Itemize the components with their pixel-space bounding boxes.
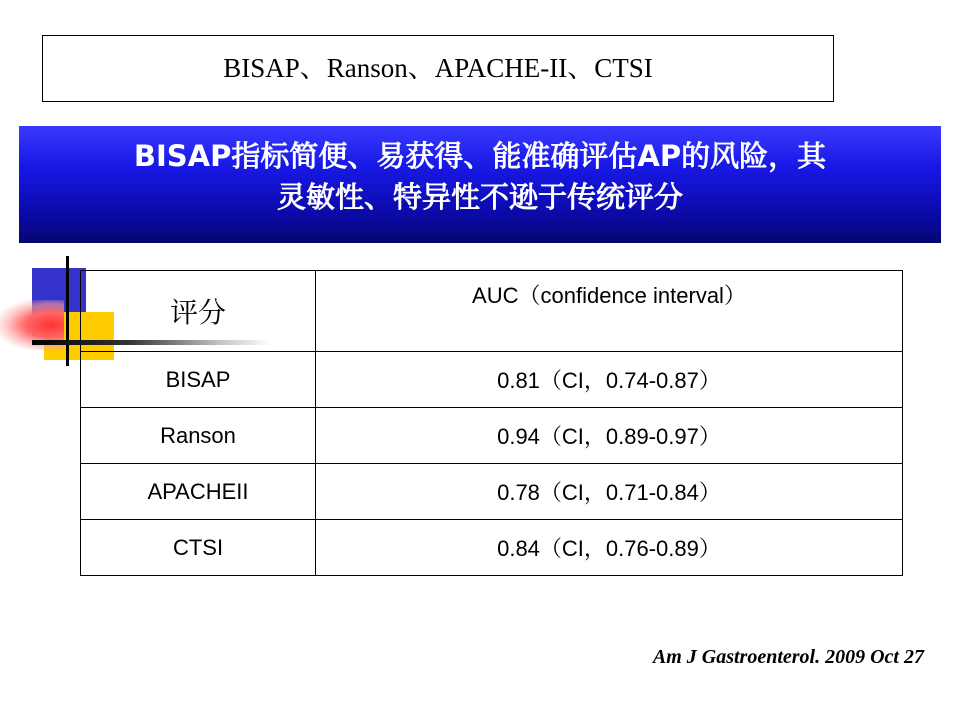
row-auc-value: 0.84（CI，0.76-0.89）: [316, 520, 903, 576]
decor-vertical-line: [66, 256, 69, 366]
row-auc-value: 0.81（CI，0.74-0.87）: [316, 352, 903, 408]
row-score-name: CTSI: [81, 520, 316, 576]
table-row: [81, 520, 903, 576]
score-table: [80, 270, 903, 576]
header-score: 评分: [81, 271, 316, 352]
table-row: [81, 464, 903, 520]
row-score-name: Ranson: [81, 408, 316, 464]
row-score-name: BISAP: [81, 352, 316, 408]
row-score-name: APACHEII: [81, 464, 316, 520]
citation: Am J Gastroenterol. 2009 Oct 27: [652, 646, 924, 668]
header-auc: AUC（confidence interval）: [316, 271, 903, 352]
summary-banner: [19, 126, 941, 243]
banner-line-1: BISAP指标简便、易获得、能准确评估AP的风险，其: [133, 139, 827, 173]
row-auc-value: 0.78（CI，0.71-0.84）: [316, 464, 903, 520]
decor-horizontal-line: [32, 340, 272, 345]
table-row: [81, 352, 903, 408]
table-row: [81, 408, 903, 464]
row-auc-value: 0.94（CI，0.89-0.97）: [316, 408, 903, 464]
title-text: BISAP、Ranson、APACHE-II、CTSI: [223, 53, 653, 83]
title-box: [42, 35, 834, 102]
banner-line-2: 灵敏性、特异性不逊于传统评分: [276, 180, 683, 214]
